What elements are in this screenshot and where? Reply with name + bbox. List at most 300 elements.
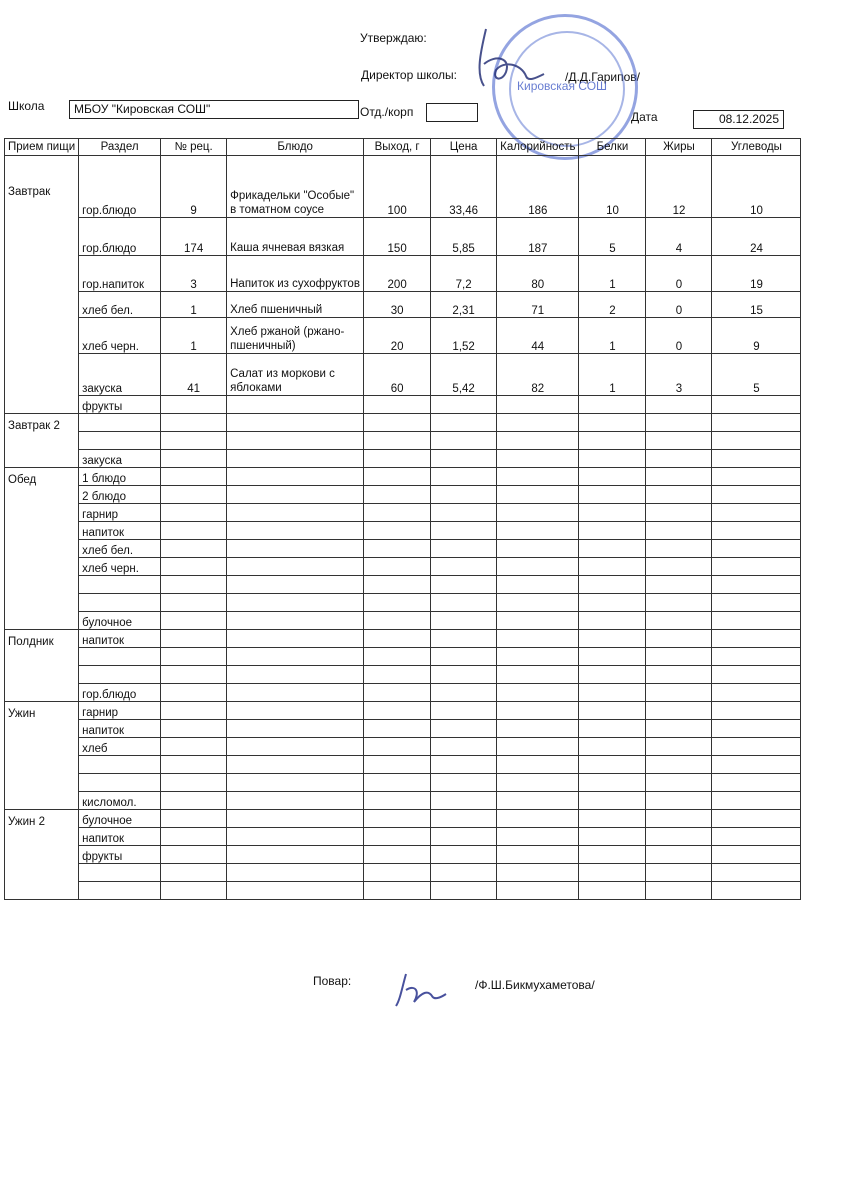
output-cell	[364, 540, 431, 558]
calories-cell	[497, 630, 579, 648]
recipe-cell	[161, 522, 227, 540]
price-cell	[431, 720, 497, 738]
price-cell	[431, 648, 497, 666]
price-cell	[431, 594, 497, 612]
protein-cell: 1	[579, 318, 646, 354]
calories-cell	[497, 648, 579, 666]
protein-cell	[579, 486, 646, 504]
section-cell: хлеб черн.	[79, 558, 161, 576]
carbs-cell: 9	[712, 318, 801, 354]
output-cell	[364, 738, 431, 756]
calories-cell	[497, 486, 579, 504]
price-cell	[431, 828, 497, 846]
fat-cell	[646, 630, 712, 648]
fat-cell	[646, 828, 712, 846]
output-cell	[364, 630, 431, 648]
protein-cell	[579, 432, 646, 450]
fat-cell	[646, 792, 712, 810]
recipe-cell	[161, 540, 227, 558]
cook-name: /Ф.Ш.Бикмухаметова/	[475, 978, 595, 992]
dish-cell	[227, 468, 364, 486]
output-cell	[364, 702, 431, 720]
carbs-cell	[712, 648, 801, 666]
dish-cell	[227, 396, 364, 414]
dish-cell	[227, 450, 364, 468]
protein-cell	[579, 666, 646, 684]
output-cell: 200	[364, 256, 431, 292]
section-cell	[79, 756, 161, 774]
table-row	[5, 468, 801, 486]
output-cell	[364, 594, 431, 612]
fat-cell	[646, 702, 712, 720]
carbs-cell	[712, 594, 801, 612]
recipe-cell	[161, 864, 227, 882]
price-cell	[431, 558, 497, 576]
price-cell	[431, 684, 497, 702]
meal-cell: Ужин	[5, 702, 79, 810]
price-cell	[431, 486, 497, 504]
table-row	[5, 540, 801, 558]
calories-cell	[497, 450, 579, 468]
output-cell: 30	[364, 292, 431, 318]
section-cell: напиток	[79, 720, 161, 738]
carbs-cell	[712, 396, 801, 414]
dish-cell	[227, 756, 364, 774]
price-cell	[431, 576, 497, 594]
dish-cell	[227, 414, 364, 432]
section-cell	[79, 666, 161, 684]
output-cell	[364, 486, 431, 504]
table-row	[5, 630, 801, 648]
carbs-cell	[712, 828, 801, 846]
price-cell	[431, 774, 497, 792]
section-cell: булочное	[79, 810, 161, 828]
carbs-cell	[712, 558, 801, 576]
output-cell	[364, 468, 431, 486]
carbs-cell: 24	[712, 218, 801, 256]
protein-cell	[579, 810, 646, 828]
dish-cell	[227, 774, 364, 792]
section-cell: гор.блюдо	[79, 218, 161, 256]
price-cell	[431, 450, 497, 468]
calories-cell	[497, 882, 579, 900]
fat-cell	[646, 396, 712, 414]
table-row	[5, 810, 801, 828]
price-cell	[431, 396, 497, 414]
col-output: Выход, г	[364, 139, 431, 156]
recipe-cell	[161, 594, 227, 612]
calories-cell	[497, 738, 579, 756]
recipe-cell: 9	[161, 156, 227, 218]
recipe-cell	[161, 684, 227, 702]
calories-cell: 82	[497, 354, 579, 396]
recipe-cell: 174	[161, 218, 227, 256]
calories-cell	[497, 396, 579, 414]
date-field: 08.12.2025	[693, 110, 784, 129]
protein-cell	[579, 720, 646, 738]
carbs-cell	[712, 738, 801, 756]
fat-cell	[646, 540, 712, 558]
calories-cell	[497, 666, 579, 684]
section-cell	[79, 774, 161, 792]
output-cell	[364, 612, 431, 630]
table-row	[5, 450, 801, 468]
table-row	[5, 828, 801, 846]
calories-cell	[497, 522, 579, 540]
output-cell	[364, 414, 431, 432]
calories-cell: 187	[497, 218, 579, 256]
col-carbs: Углеводы	[712, 139, 801, 156]
table-row	[5, 720, 801, 738]
protein-cell	[579, 468, 646, 486]
output-cell	[364, 522, 431, 540]
section-cell: хлеб черн.	[79, 318, 161, 354]
price-cell	[431, 432, 497, 450]
recipe-cell	[161, 810, 227, 828]
table-row	[5, 156, 801, 218]
price-cell: 5,85	[431, 218, 497, 256]
cook-label: Повар:	[313, 974, 352, 988]
dish-cell: Хлеб ржаной (ржано-пшеничный)	[227, 318, 364, 354]
recipe-cell	[161, 558, 227, 576]
calories-cell: 186	[497, 156, 579, 218]
dish-cell	[227, 504, 364, 522]
fat-cell	[646, 468, 712, 486]
recipe-cell	[161, 666, 227, 684]
col-calories: Калорийность	[497, 139, 579, 156]
dish-cell	[227, 666, 364, 684]
fat-cell	[646, 450, 712, 468]
carbs-cell: 19	[712, 256, 801, 292]
table-row	[5, 486, 801, 504]
recipe-cell	[161, 882, 227, 900]
fat-cell	[646, 720, 712, 738]
meal-cell: Полдник	[5, 630, 79, 702]
recipe-cell	[161, 792, 227, 810]
carbs-cell	[712, 576, 801, 594]
section-cell	[79, 864, 161, 882]
protein-cell	[579, 828, 646, 846]
calories-cell	[497, 612, 579, 630]
section-cell: гарнир	[79, 702, 161, 720]
carbs-cell	[712, 540, 801, 558]
table-row	[5, 666, 801, 684]
dish-cell	[227, 810, 364, 828]
carbs-cell	[712, 810, 801, 828]
calories-cell	[497, 504, 579, 522]
carbs-cell	[712, 612, 801, 630]
protein-cell	[579, 522, 646, 540]
carbs-cell	[712, 774, 801, 792]
section-cell: фрукты	[79, 846, 161, 864]
price-cell	[431, 666, 497, 684]
price-cell: 33,46	[431, 156, 497, 218]
price-cell: 5,42	[431, 354, 497, 396]
section-cell: гор.блюдо	[79, 156, 161, 218]
calories-cell	[497, 702, 579, 720]
approve-label: Утверждаю:	[360, 31, 427, 45]
dish-cell	[227, 846, 364, 864]
price-cell	[431, 468, 497, 486]
section-cell: 2 блюдо	[79, 486, 161, 504]
table-row	[5, 612, 801, 630]
table-row	[5, 684, 801, 702]
price-cell	[431, 612, 497, 630]
fat-cell	[646, 882, 712, 900]
fat-cell	[646, 576, 712, 594]
price-cell	[431, 792, 497, 810]
director-signature	[466, 24, 556, 94]
output-cell: 60	[364, 354, 431, 396]
section-cell: 1 блюдо	[79, 468, 161, 486]
recipe-cell: 1	[161, 292, 227, 318]
protein-cell	[579, 864, 646, 882]
dish-cell	[227, 630, 364, 648]
recipe-cell	[161, 396, 227, 414]
protein-cell	[579, 684, 646, 702]
table-row	[5, 414, 801, 432]
protein-cell	[579, 594, 646, 612]
table-row	[5, 774, 801, 792]
school-label: Школа	[8, 99, 45, 113]
carbs-cell	[712, 720, 801, 738]
section-cell	[79, 882, 161, 900]
carbs-cell	[712, 684, 801, 702]
section-cell: закуска	[79, 450, 161, 468]
dish-cell	[227, 594, 364, 612]
protein-cell: 2	[579, 292, 646, 318]
table-row	[5, 396, 801, 414]
output-cell	[364, 756, 431, 774]
table-row	[5, 504, 801, 522]
recipe-cell: 1	[161, 318, 227, 354]
section-cell	[79, 414, 161, 432]
section-cell: гарнир	[79, 504, 161, 522]
carbs-cell	[712, 432, 801, 450]
recipe-cell	[161, 468, 227, 486]
price-cell: 7,2	[431, 256, 497, 292]
output-cell	[364, 648, 431, 666]
dish-cell	[227, 432, 364, 450]
fat-cell	[646, 684, 712, 702]
protein-cell	[579, 540, 646, 558]
carbs-cell	[712, 504, 801, 522]
output-cell	[364, 558, 431, 576]
carbs-cell	[712, 414, 801, 432]
dish-cell: Фрикадельки "Особые" в томатном соусе	[227, 156, 364, 218]
meal-cell: Обед	[5, 468, 79, 630]
recipe-cell	[161, 504, 227, 522]
output-cell	[364, 450, 431, 468]
dish-cell	[227, 558, 364, 576]
output-cell: 150	[364, 218, 431, 256]
table-header-row	[5, 139, 801, 156]
output-cell	[364, 810, 431, 828]
protein-cell	[579, 504, 646, 522]
protein-cell	[579, 738, 646, 756]
fat-cell: 12	[646, 156, 712, 218]
output-cell	[364, 720, 431, 738]
recipe-cell: 3	[161, 256, 227, 292]
protein-cell	[579, 558, 646, 576]
meal-cell: Ужин 2	[5, 810, 79, 900]
calories-cell	[497, 846, 579, 864]
price-cell: 2,31	[431, 292, 497, 318]
section-cell: закуска	[79, 354, 161, 396]
price-cell	[431, 540, 497, 558]
protein-cell	[579, 756, 646, 774]
calories-cell	[497, 414, 579, 432]
section-cell: напиток	[79, 630, 161, 648]
calories-cell: 71	[497, 292, 579, 318]
table-row	[5, 702, 801, 720]
price-cell	[431, 630, 497, 648]
recipe-cell	[161, 828, 227, 846]
protein-cell	[579, 450, 646, 468]
calories-cell	[497, 540, 579, 558]
protein-cell	[579, 630, 646, 648]
protein-cell	[579, 414, 646, 432]
dish-cell	[227, 648, 364, 666]
dish-cell	[227, 864, 364, 882]
calories-cell	[497, 432, 579, 450]
price-cell	[431, 414, 497, 432]
carbs-cell	[712, 864, 801, 882]
recipe-cell: 41	[161, 354, 227, 396]
output-cell: 100	[364, 156, 431, 218]
price-cell	[431, 882, 497, 900]
carbs-cell	[712, 666, 801, 684]
director-name: /Д.Д.Гарипов/	[565, 70, 641, 84]
carbs-cell	[712, 450, 801, 468]
output-cell	[364, 576, 431, 594]
table-row	[5, 756, 801, 774]
meal-cell: Завтрак	[5, 156, 79, 414]
calories-cell	[497, 828, 579, 846]
dept-label: Отд./корп	[360, 105, 414, 119]
table-row	[5, 432, 801, 450]
protein-cell: 1	[579, 256, 646, 292]
recipe-cell	[161, 432, 227, 450]
recipe-cell	[161, 720, 227, 738]
output-cell	[364, 684, 431, 702]
table-row	[5, 576, 801, 594]
calories-cell	[497, 720, 579, 738]
carbs-cell	[712, 522, 801, 540]
dish-cell	[227, 612, 364, 630]
dish-cell	[227, 738, 364, 756]
output-cell	[364, 792, 431, 810]
section-cell	[79, 576, 161, 594]
stamp-text: Кировская СОШ	[517, 79, 608, 93]
output-cell	[364, 666, 431, 684]
dish-cell	[227, 882, 364, 900]
output-cell: 20	[364, 318, 431, 354]
recipe-cell	[161, 648, 227, 666]
protein-cell	[579, 576, 646, 594]
price-cell	[431, 864, 497, 882]
col-fat: Жиры	[646, 139, 712, 156]
calories-cell	[497, 684, 579, 702]
fat-cell	[646, 594, 712, 612]
price-cell: 1,52	[431, 318, 497, 354]
calories-cell	[497, 864, 579, 882]
table-row	[5, 846, 801, 864]
fat-cell	[646, 738, 712, 756]
dish-cell	[227, 684, 364, 702]
dish-cell	[227, 486, 364, 504]
calories-cell: 44	[497, 318, 579, 354]
output-cell	[364, 846, 431, 864]
calories-cell	[497, 468, 579, 486]
section-cell	[79, 594, 161, 612]
calories-cell	[497, 558, 579, 576]
recipe-cell	[161, 702, 227, 720]
dept-field	[426, 103, 478, 122]
dish-cell	[227, 522, 364, 540]
calories-cell	[497, 756, 579, 774]
protein-cell	[579, 612, 646, 630]
section-cell	[79, 648, 161, 666]
output-cell	[364, 504, 431, 522]
fat-cell	[646, 504, 712, 522]
price-cell	[431, 522, 497, 540]
table-row	[5, 256, 801, 292]
menu-table	[4, 138, 801, 900]
protein-cell: 5	[579, 218, 646, 256]
section-cell: хлеб бел.	[79, 292, 161, 318]
section-cell: кисломол.	[79, 792, 161, 810]
protein-cell	[579, 774, 646, 792]
protein-cell: 1	[579, 354, 646, 396]
fat-cell	[646, 648, 712, 666]
recipe-cell	[161, 846, 227, 864]
carbs-cell: 5	[712, 354, 801, 396]
table-row	[5, 738, 801, 756]
carbs-cell: 10	[712, 156, 801, 218]
dish-cell	[227, 702, 364, 720]
calories-cell	[497, 576, 579, 594]
protein-cell	[579, 396, 646, 414]
director-label: Директор школы:	[361, 68, 457, 82]
calories-cell	[497, 774, 579, 792]
meal-cell: Завтрак 2	[5, 414, 79, 468]
protein-cell	[579, 702, 646, 720]
dish-cell	[227, 792, 364, 810]
output-cell	[364, 396, 431, 414]
fat-cell	[646, 666, 712, 684]
fat-cell	[646, 414, 712, 432]
table-row	[5, 558, 801, 576]
recipe-cell	[161, 576, 227, 594]
section-cell: гор.напиток	[79, 256, 161, 292]
price-cell	[431, 846, 497, 864]
table-row	[5, 792, 801, 810]
fat-cell	[646, 846, 712, 864]
price-cell	[431, 504, 497, 522]
carbs-cell	[712, 486, 801, 504]
carbs-cell	[712, 846, 801, 864]
fat-cell	[646, 558, 712, 576]
section-cell: фрукты	[79, 396, 161, 414]
col-section: Раздел	[79, 139, 161, 156]
carbs-cell	[712, 468, 801, 486]
col-price: Цена	[431, 139, 497, 156]
dish-cell: Напиток из сухофруктов	[227, 256, 364, 292]
table-row	[5, 354, 801, 396]
output-cell	[364, 774, 431, 792]
protein-cell: 10	[579, 156, 646, 218]
